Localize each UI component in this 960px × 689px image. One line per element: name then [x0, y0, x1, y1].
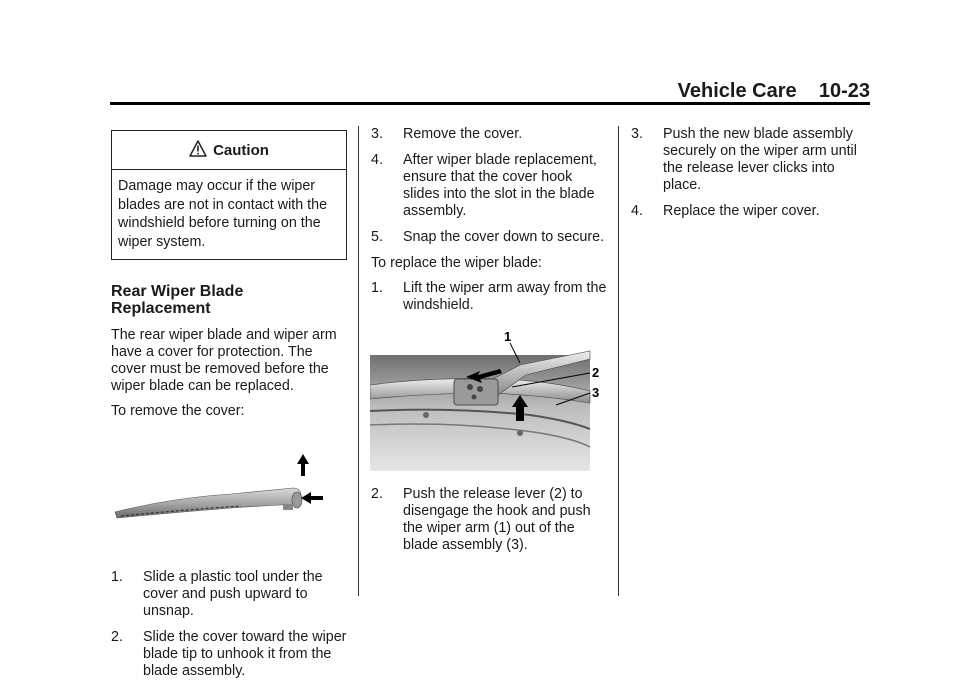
caution-box — [111, 130, 347, 260]
column-1 — [111, 126, 347, 689]
list-item: 2. Slide the cover toward the wiper blade tip to unhook it from the blade assembly. — [111, 629, 347, 679]
list-item: 1. Lift the wiper arm away from the windshield. — [371, 280, 607, 313]
caution-heading: Caution — [213, 141, 269, 159]
callout-3-label: 3 — [592, 385, 600, 400]
remove-cover-lead: To remove the cover: — [111, 403, 245, 419]
replace-blade-lead: To replace the wiper blade: — [371, 255, 542, 271]
column-3 — [631, 126, 867, 229]
column-divider — [358, 126, 359, 596]
wiper-arm-illustration — [370, 329, 606, 471]
list-item: 4. After wiper blade replacement, ensure that the cover hook slides into the slot in the blade assembly. — [371, 152, 597, 219]
list-item: 1. Slide a plastic tool under the cover and push upward to unsnap. — [111, 569, 323, 619]
replace-steps-list — [371, 280, 607, 314]
header-divider — [110, 102, 870, 105]
list-item: 4. Replace the wiper cover. — [631, 203, 820, 219]
list-item: 2. Push the release lever (2) to disengage the hook and push the wiper arm (1) out of the blade assembly (3). — [371, 486, 591, 553]
intro-paragraph: The rear wiper blade and wiper arm have a cover for protection. The cover must be removed before the wiper blade can be replaced. — [111, 327, 337, 394]
remove-steps-list — [111, 569, 347, 680]
page-header-title: Vehicle Care 10-23 — [677, 80, 870, 102]
list-item: 5. Snap the cover down to secure. — [371, 229, 605, 245]
replace-steps-continued — [371, 486, 607, 554]
list-item: 3. Remove the cover. — [371, 126, 523, 142]
wiper-cover-illustration — [111, 432, 347, 550]
section-title: Rear Wiper Blade Replacement — [111, 283, 244, 317]
remove-steps-continued — [371, 126, 607, 246]
caution-header — [112, 131, 346, 170]
callout-1-label: 1 — [504, 329, 512, 344]
replace-steps-final — [631, 126, 867, 220]
list-item: 3. Push the new blade assembly securely on the wiper arm until the release lever clicks into place. — [631, 126, 857, 193]
callout-2-label: 2 — [592, 365, 600, 380]
warning-triangle-icon — [189, 140, 207, 161]
column-2 — [371, 126, 607, 563]
caution-text: Damage may occur if the wiper blades are not in contact with the windshield before turning on the wiper system. — [118, 178, 328, 250]
column-divider — [618, 126, 619, 596]
